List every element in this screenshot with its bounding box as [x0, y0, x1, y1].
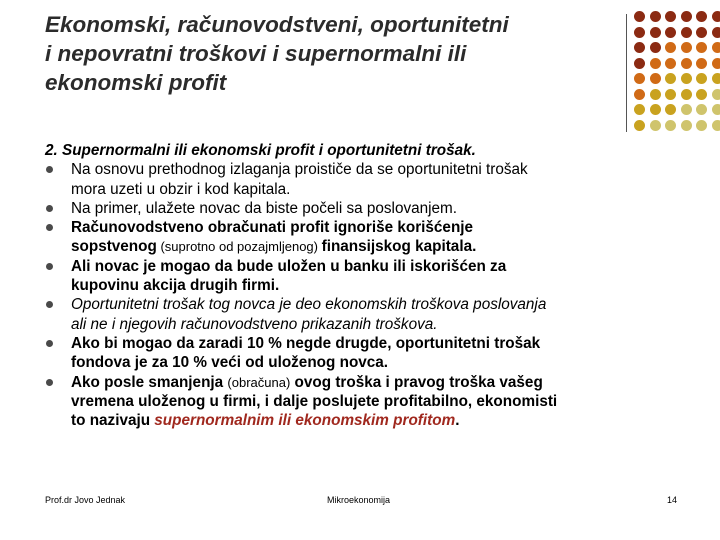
- decorative-dot: [634, 58, 645, 69]
- list-item: [45, 334, 705, 373]
- decorative-dot: [696, 89, 707, 100]
- bullet-text: mora uzeti u obzir i kod kapitala.: [71, 180, 291, 198]
- decorative-dot: [712, 42, 720, 53]
- bullet-text: Ako bi mogao da zaradi 10 % negde drugde, oportunitetni trošak: [71, 334, 541, 352]
- bullet-icon: [46, 205, 53, 212]
- decorative-dot: [634, 89, 645, 100]
- decorative-dot: [696, 58, 707, 69]
- decorative-dot: [696, 27, 707, 38]
- bullet-text: [71, 411, 705, 430]
- decorative-dot: [681, 89, 692, 100]
- title-line-2: i nepovratni troškovi i supernormalni ili: [45, 41, 467, 66]
- decorative-dot: [650, 27, 661, 38]
- decorative-dot: [712, 11, 720, 22]
- bullet-icon: [46, 340, 53, 347]
- bullet-text: Na osnovu prethodnog izlaganja proističe da se oportunitetni trošak: [71, 161, 528, 179]
- title-line-1: Ekonomski, računovodstveni, oportunitetni: [45, 12, 509, 37]
- decorative-dot: [696, 42, 707, 53]
- bullet-text-segment: finansijskog kapitala.: [321, 238, 477, 256]
- bullet-text: kupovinu akcija drugih firmi.: [71, 277, 280, 295]
- decorative-dot: [665, 89, 676, 100]
- decorative-dot: [650, 42, 661, 53]
- bullet-text-note: (obračuna): [227, 374, 291, 390]
- title-line-3: ekonomski profit: [45, 70, 227, 95]
- bullet-text: Ali novac je mogao da bude uložen u banku ili iskorišćen za: [71, 257, 507, 275]
- decorative-dot: [696, 73, 707, 84]
- bullet-text: [71, 237, 705, 256]
- decorative-dot: [681, 73, 692, 84]
- decorative-dot: [696, 104, 707, 115]
- title-divider: [626, 14, 627, 132]
- decorative-dot: [650, 58, 661, 69]
- list-item: [45, 218, 705, 257]
- bullet-icon: [46, 224, 53, 231]
- decorative-dot: [665, 120, 676, 131]
- decorative-dot: [681, 104, 692, 115]
- decorative-dot: [665, 104, 676, 115]
- bullet-text-note: (suprotno od pozajmljenog): [156, 239, 322, 255]
- decorative-dot: [681, 120, 692, 131]
- decorative-dot: [634, 42, 645, 53]
- slide-body: [45, 141, 705, 430]
- decorative-dot: [681, 27, 692, 38]
- decorative-dot: [634, 27, 645, 38]
- bullet-icon: [46, 301, 53, 308]
- decorative-dot: [712, 120, 720, 131]
- decorative-dot: [712, 104, 720, 115]
- bullet-text-segment: to nazivaju: [71, 412, 155, 430]
- decorative-dot: [650, 73, 661, 84]
- decorative-dot: [681, 58, 692, 69]
- decorative-dot: [650, 120, 661, 131]
- decorative-dot: [665, 42, 676, 53]
- bullet-icon: [46, 379, 53, 386]
- decorative-dot: [650, 104, 661, 115]
- decorative-dot: [665, 73, 676, 84]
- decorative-dot: [712, 58, 720, 69]
- list-item: [45, 160, 705, 199]
- section-heading: 2. Supernormalni ili ekonomski profit i oportunitetni trošak.: [45, 142, 476, 159]
- bullet-text: Oportunitetni trošak tog novca je deo ekonomskih troškova poslovanja: [71, 296, 547, 314]
- slide-title: [45, 10, 625, 97]
- bullet-text: Računovodstveno obračunati profit ignoriše korišćenje: [71, 219, 474, 237]
- footer-course: Mikroekonomija: [327, 495, 391, 505]
- decorative-dot: [650, 11, 661, 22]
- bullet-text: vremena uloženog u firmi, i dalje poslujete profitabilno, ekonomisti: [71, 392, 558, 410]
- list-item: [45, 373, 705, 431]
- footer-author: Prof.dr Jovo Jednak: [45, 495, 126, 505]
- decorative-dot: [712, 27, 720, 38]
- decorative-dot: [665, 27, 676, 38]
- bullet-text: ali ne i njegovih računovodstveno prikazanih troškova.: [71, 315, 438, 333]
- decorative-dot: [634, 11, 645, 22]
- bullet-text-segment: Ako posle smanjenja: [71, 373, 228, 391]
- decorative-dot: [665, 11, 676, 22]
- decorative-dot: [696, 120, 707, 131]
- bullet-text: Na primer, ulažete novac da biste počeli sa poslovanjem.: [71, 199, 458, 217]
- list-item: [45, 257, 705, 296]
- bullet-text: fondova je za 10 % veći od uloženog novca.: [71, 354, 389, 372]
- list-item: [45, 295, 705, 334]
- decorative-dot: [665, 58, 676, 69]
- decorative-dot: [634, 120, 645, 131]
- bullet-text-segment: .: [455, 412, 460, 430]
- highlighted-term: supernormalnim ili ekonomskim profitom: [154, 412, 456, 430]
- list-item: [45, 199, 705, 218]
- decorative-dot: [681, 42, 692, 53]
- bullet-icon: [46, 263, 53, 270]
- decorative-dot: [696, 11, 707, 22]
- bullet-text: [71, 373, 705, 392]
- decorative-dot: [681, 11, 692, 22]
- decorative-dot: [634, 73, 645, 84]
- decorative-dot: [712, 73, 720, 84]
- decorative-dot: [712, 89, 720, 100]
- decorative-dot: [650, 89, 661, 100]
- bullet-list: [45, 160, 705, 430]
- bullet-text-segment: sopstvenog: [71, 238, 157, 256]
- decorative-dot: [634, 104, 645, 115]
- page-number: 14: [667, 495, 678, 505]
- bullet-text-segment: ovog troška i pravog troška vašeg: [290, 373, 543, 391]
- bullet-icon: [46, 166, 53, 173]
